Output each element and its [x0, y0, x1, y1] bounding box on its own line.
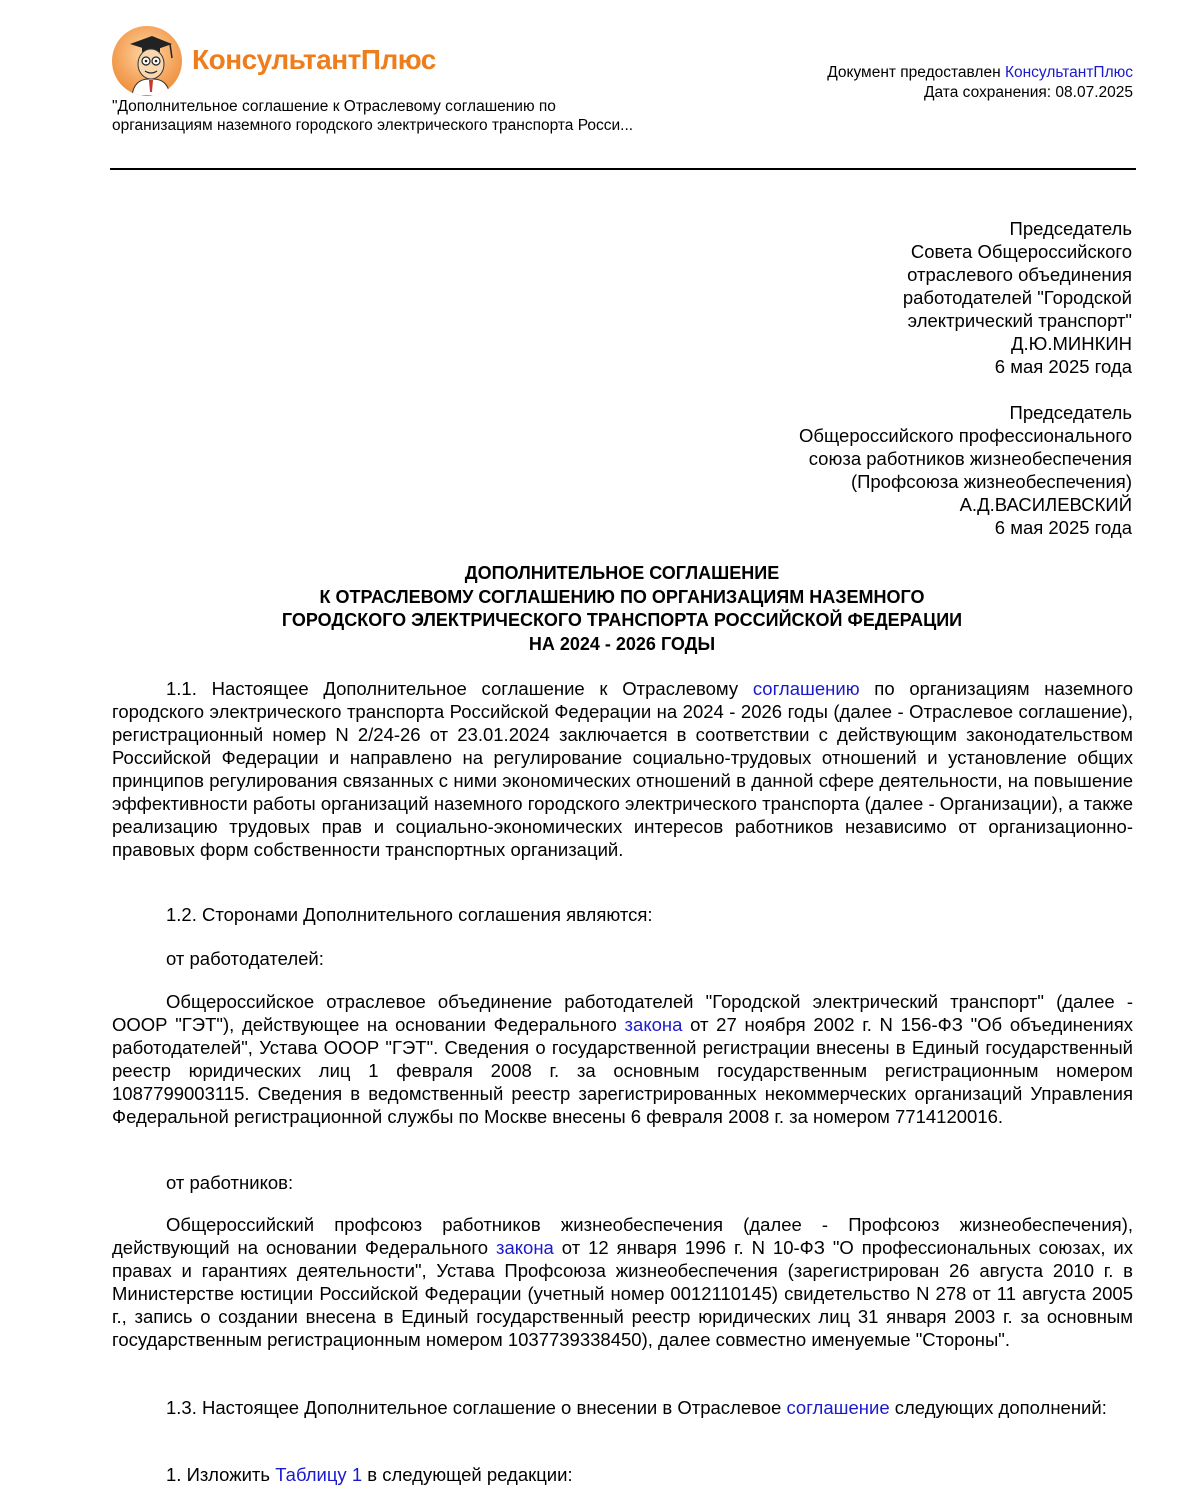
approval-block-workers — [799, 401, 1132, 539]
text: от 12 января 1996 г. N 10-ФЗ "О профессиональных союзах, их правах и гарантиях деятельности", Устава Профсоюза жизнеобеспечения (зарегистрирован 26 августа 2010 г. в Министерстве юстиции Российской Федерации (учетный номер 0012110145) свидетельство N 278 от 11 августа 2005 г., запись о создании внесена в Единый государственный реестр юридических лиц 31 января 2003 г. за основным государственным регистрационным номером 1037739338450), далее совместно именуемые "Стороны". — [112, 1237, 1134, 1350]
title-line: ДОПОЛНИТЕЛЬНОЕ СОГЛАШЕНИЕ — [464, 563, 780, 583]
agreement-link[interactable]: соглашению — [752, 678, 860, 699]
law-link-156fz[interactable]: закона — [624, 1014, 683, 1035]
provided-by-prefix: Документ предоставлен — [827, 64, 1005, 81]
text: по организациям наземного городского электрического транспорта Российской Федерации на 2024 - 2026 годы (далее - Отраслевое соглашение), регистрационный номер N 2/24-26 от 23.01.2024 заключается в соответствии с действующим законодательством Российской Федерации и направлено на регулирование социально-трудовых отношений и установление общих принципов регулирования связанных с ними экономических отношений в данной сфере деятельности, на повышение эффективности работы организаций наземного городского электрического транспорта (далее - Организации), а также реализацию трудовых прав и социально-экономических интересов работников независимо от организационно-правовых форм собственности транспортных организаций. — [112, 678, 1133, 860]
employers-paragraph — [112, 990, 1133, 1128]
from-employers-label: от работодателей: — [166, 948, 324, 969]
title-line: К ОТРАСЛЕВОМУ СОГЛАШЕНИЮ ПО ОРГАНИЗАЦИЯМ НАЗЕМНОГО — [319, 586, 925, 607]
paragraph-1-1 — [112, 677, 1133, 861]
title-line: НА 2024 - 2026 ГОДЫ — [528, 633, 716, 654]
text: в следующей редакции: — [362, 1464, 573, 1485]
logo-text: КонсультантПлюс — [192, 44, 436, 75]
law-link-10fz[interactable]: закона — [495, 1237, 554, 1258]
text: 1.3. Настоящее Дополнительное соглашение о внесении в Отраслевое — [166, 1397, 787, 1418]
header-title-line: организациям наземного городского электрического транспорта Росси... — [112, 117, 634, 134]
approval-block-employers — [903, 217, 1132, 378]
approval-date: 6 мая 2025 года — [994, 356, 1132, 377]
text: Общероссийское отраслевое объединение работодателей "Городской электрический транспорт" (далее - ОООР "ГЭТ"), действующее на основании Федерального — [112, 991, 1133, 1035]
approval-signatory: Д.Ю.МИНКИН — [1011, 333, 1132, 354]
approval-line: Председатель — [1009, 218, 1132, 239]
table-1-link[interactable]: Таблицу 1 — [275, 1464, 363, 1485]
paragraph-1-2: 1.2. Сторонами Дополнительного соглашения являются: — [166, 904, 653, 925]
header-divider — [110, 168, 1136, 170]
from-workers-label: от работников: — [166, 1172, 294, 1193]
text: следующих дополнений: — [889, 1397, 1107, 1418]
header-provided-info — [827, 63, 1133, 103]
document-title — [110, 562, 1134, 656]
approval-line: Совета Общероссийского — [910, 241, 1132, 262]
text: Общероссийский профсоюз работников жизнеобеспечения (далее - Профсоюз жизнеобеспечения), действующий на основании Федерального — [112, 1214, 1133, 1258]
text: от 27 ноября 2002 г. N 156-ФЗ "Об объединениях работодателей", Устава ОООР "ГЭТ". Сведения о государственной регистрации внесены в Единый государственный реестр юридических лиц 1 февраля 2008 г. за основным государственным регистрационным номером 1087799003115. Сведения в ведомственный реестр зарегистрированных некоммерческих организаций Управления Федеральной регистрационной службы по Москве внесены 6 февраля 2008 г. за номером 7714120016. — [112, 1014, 1133, 1127]
consultantplus-logo[interactable] — [112, 26, 436, 98]
title-line: ГОРОДСКОГО ЭЛЕКТРИЧЕСКОГО ТРАНСПОРТА РОССИЙСКОЙ ФЕДЕРАЦИИ — [281, 610, 963, 630]
professor-icon — [112, 26, 182, 96]
approval-signatory: А.Д.ВАСИЛЕВСКИЙ — [959, 494, 1132, 515]
provided-by-line — [827, 63, 1133, 83]
approval-line: Председатель — [1009, 402, 1132, 423]
save-date: Дата сохранения: 08.07.2025 — [924, 84, 1133, 101]
header-document-title — [112, 97, 712, 135]
approval-line: Общероссийского профессионального — [799, 425, 1132, 446]
approval-line: работодателей "Городской — [902, 287, 1132, 308]
header-title-line: "Дополнительное соглашение к Отраслевому соглашению по — [112, 98, 556, 115]
agreement-link[interactable]: соглашение — [786, 1397, 890, 1418]
workers-paragraph — [112, 1213, 1133, 1351]
approval-line: союза работников жизнеобеспечения — [808, 448, 1132, 469]
paragraph-1-3 — [112, 1396, 1133, 1419]
approval-line: (Профсоюза жизнеобеспечения) — [850, 471, 1132, 492]
item-1 — [112, 1463, 1133, 1486]
consultantplus-link[interactable]: КонсультантПлюс — [1004, 64, 1133, 81]
approval-line: электрический транспорт" — [907, 310, 1132, 331]
approval-date: 6 мая 2025 года — [994, 517, 1132, 538]
text: 1. Изложить — [166, 1464, 276, 1485]
text: 1.1. Настоящее Дополнительное соглашение к Отраслевому — [166, 678, 753, 699]
approval-line: отраслевого объединения — [907, 264, 1132, 285]
